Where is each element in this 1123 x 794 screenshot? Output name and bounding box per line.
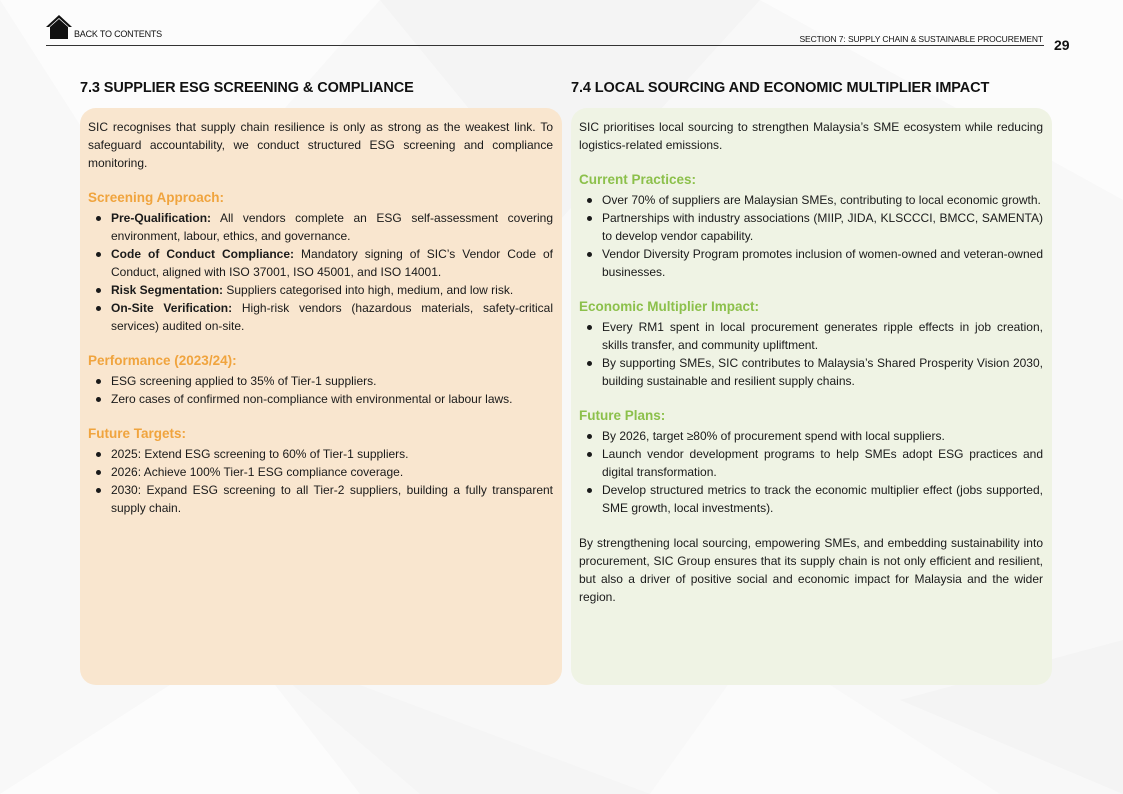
list-item: Develop structured metrics to track the economic multiplier effect (jobs supported, SME growth, local investments). (602, 483, 1043, 515)
current-practices-heading: Current Practices: (579, 172, 697, 187)
future-targets-list (88, 445, 553, 517)
economic-multiplier-heading: Economic Multiplier Impact: (579, 299, 760, 314)
current-practices-list (579, 191, 1043, 281)
list-item: By 2026, target ≥80% of procurement spend with local suppliers. (602, 427, 1043, 445)
local-sourcing-panel (571, 108, 1052, 685)
section-7-3-title: 7.3 SUPPLIER ESG SCREENING & COMPLIANCE (80, 80, 414, 96)
list-item: Launch vendor development programs to help SMEs adopt ESG practices and digital transformation. (602, 447, 1043, 479)
performance-list (88, 372, 553, 408)
header-divider (46, 45, 1044, 46)
list-item: Risk Segmentation: Suppliers categorised into high, medium, and low risk. (111, 281, 553, 299)
back-to-contents-label: BACK TO CONTENTS (74, 29, 162, 39)
back-to-contents-link[interactable] (46, 14, 162, 40)
list-item: ESG screening applied to 35% of Tier-1 suppliers. (111, 372, 553, 390)
list-item: By supporting SMEs, SIC contributes to Malaysia’s Shared Prosperity Vision 2030, building sustainable and resilient supply chains. (602, 356, 1043, 388)
section-label: SECTION 7: SUPPLY CHAIN & SUSTAINABLE PROCUREMENT (799, 34, 1043, 44)
performance-heading: Performance (2023/24): (88, 353, 237, 368)
list-item: Code of Conduct Compliance: Mandatory signing of SIC’s Vendor Code of Conduct, aligned with ISO 37001, ISO 45001, and ISO 14001. (111, 247, 554, 279)
list-item: 2030: Expand ESG screening to all Tier-2 suppliers, building a fully transparent supply chain. (111, 483, 553, 515)
screening-approach-list (88, 209, 553, 335)
list-item: Pre-Qualification: All vendors complete an ESG self-assessment covering environment, labour, ethics, and governance. (111, 211, 553, 243)
future-targets-heading: Future Targets: (88, 426, 187, 441)
economic-multiplier-list (579, 318, 1043, 390)
section-7-4-title: 7.4 LOCAL SOURCING AND ECONOMIC MULTIPLIER IMPACT (571, 80, 990, 96)
intro-paragraph: SIC recognises that supply chain resilience is only as strong as the weakest link. To safeguard accountability, we conduct structured ESG screening and compliance monitoring. (88, 120, 553, 170)
supplier-esg-panel (80, 108, 562, 685)
list-item: Vendor Diversity Program promotes inclusion of women-owned and veteran-owned businesses. (602, 247, 1043, 279)
list-item: 2025: Extend ESG screening to 60% of Tier-1 suppliers. (111, 445, 553, 463)
intro-paragraph: SIC prioritises local sourcing to strengthen Malaysia’s SME ecosystem while reducing logistics-related emissions. (579, 120, 1043, 152)
closing-paragraph: By strengthening local sourcing, empowering SMEs, and embedding sustainability into procurement, SIC Group ensures that its supply chain is not only efficient and resilient, but also a driver of positive social and economic impact for Malaysia and the wider region. (579, 536, 1043, 604)
list-item: 2026: Achieve 100% Tier-1 ESG compliance coverage. (111, 463, 553, 481)
home-icon (46, 14, 72, 40)
list-item: Zero cases of confirmed non-compliance with environmental or labour laws. (111, 390, 553, 408)
list-item: Every RM1 spent in local procurement generates ripple effects in job creation, skills transfer, and community upliftment. (602, 320, 1043, 352)
screening-approach-heading: Screening Approach: (88, 190, 225, 205)
list-item: On-Site Verification: High-risk vendors (hazardous materials, safety-critical services) audited on-site. (111, 301, 554, 333)
future-plans-heading: Future Plans: (579, 408, 666, 423)
list-item: Over 70% of suppliers are Malaysian SMEs, contributing to local economic growth. (602, 191, 1043, 209)
future-plans-list (579, 427, 1043, 517)
page-number: 29 (1054, 37, 1070, 53)
list-item: Partnerships with industry associations (MIIP, JIDA, KLSCCCI, BMCC, SAMENTA) to develop vendor capability. (602, 211, 1043, 243)
